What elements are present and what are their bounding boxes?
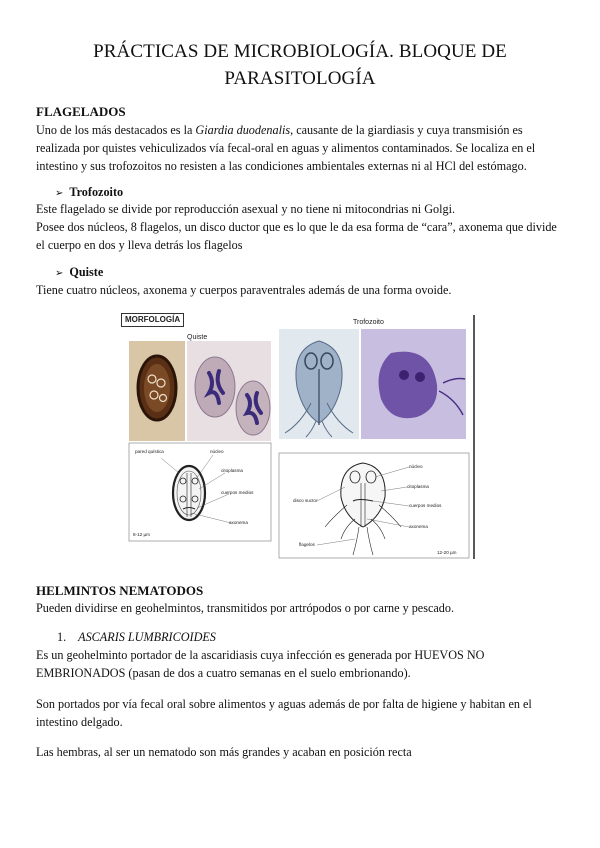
quiste-line-1: Tiene cuatro núcleos, axonema y cuerpos paraventrales además de una forma ovoide. [36,283,452,297]
troph-scale: 12-20 µm [437,550,457,555]
morfologia-label: MORFOLOGÍA [121,313,184,327]
bullet-label: Trofozoito [69,185,124,199]
giardia-morphology-figure [121,313,479,560]
ascaris-para-2: Son portados por vía fecal oral sobre alimentos y aguas además de por falta de higiene y habitan en el intestino delgado. [36,697,532,729]
troph-label-nucleo: núcleo [409,464,423,469]
cyst-label-nucleo: núcleo [210,449,224,454]
ascaris-para-3: Las hembras, al ser un nematodo son más grandes y acaban en posición recta [36,745,412,759]
figure-drawing [121,313,479,560]
cyst-label-cuerpos-medios: cuerpos medios [221,490,254,495]
trofozoito-line-1: Este flagelado se divide por reproducción asexual y no tiene ni mitocondrias ni Golgi. [36,202,455,216]
troph-label-citoplasma: citoplasma [407,484,429,489]
bullet-quiste [55,265,103,280]
arrow-bullet-icon: ➢ [55,268,64,279]
cyst-label-pared: pared quística [135,449,164,454]
quiste-photo-label: Quiste [187,334,208,341]
species-name: Giardia duodenalis, [195,123,294,137]
intro-text-before: Uno de los más destacados es la [36,123,196,137]
item-name: ASCARIS LUMBRICOIDES [78,630,216,644]
troph-label-flagelos: flagelos [299,542,315,547]
bullet-label: Quiste [69,265,104,279]
item-number: 1. [57,630,67,644]
bullet-trofozoito [55,185,123,200]
flagelados-intro [36,121,568,175]
ascaris-para-1: Es un geohelminto portador de la ascaridiasis cuya infección es generada por HUEVOS NO EMBRIONADOS (pasan de dos a cuatro semanas en el suelo embrionando). [36,648,485,680]
trofozoito-line-2: Posee dos núcleos, 8 flagelos, un disco ductor que es lo que le da esa forma de “cara”, axonema que divide el cuerpo en dos y lleva detrás los flagelos [36,220,557,252]
intro-text-after: causante de la giardiasis y cuya transmisión es realizada por quistes vehiculizados vía fecal-oral en aguas y alimentos contaminados. Se localiza en el intestino y sus trofozoitos no resisten a las condiciones ambientales externas ni al HCl del estómago. [36,123,536,173]
arrow-bullet-icon: ➢ [55,188,64,199]
troph-label-disco-suctor: disco suctor [293,498,318,503]
cyst-body-right [236,381,270,435]
cyst-diagram [173,466,205,520]
cyst-label-citoplasma: citoplasma [221,468,243,473]
trofozoito-photo-label: Trofozoito [353,319,384,326]
numbered-item-ascaris [57,630,216,645]
cyst-scale: 8-12 µm [133,532,150,537]
cyst-body-left [195,357,235,417]
section-heading-helmintos: HELMINTOS NEMATODOS [36,583,204,598]
section-heading-flagelados: FLAGELADOS [36,104,126,119]
cyst-label-axonema: axonema [229,520,248,525]
page-title: PRÁCTICAS DE MICROBIOLOGÍA. BLOQUE DE PARASITOLOGÍA [93,41,507,89]
troph-label-cuerpos-medios: cuerpos medios [409,503,442,508]
troph-label-axonema: axonema [409,524,428,529]
helmintos-intro: Pueden dividirse en geohelmintos, transmitidos por artrópodos o por carne y pescado. [36,601,455,615]
